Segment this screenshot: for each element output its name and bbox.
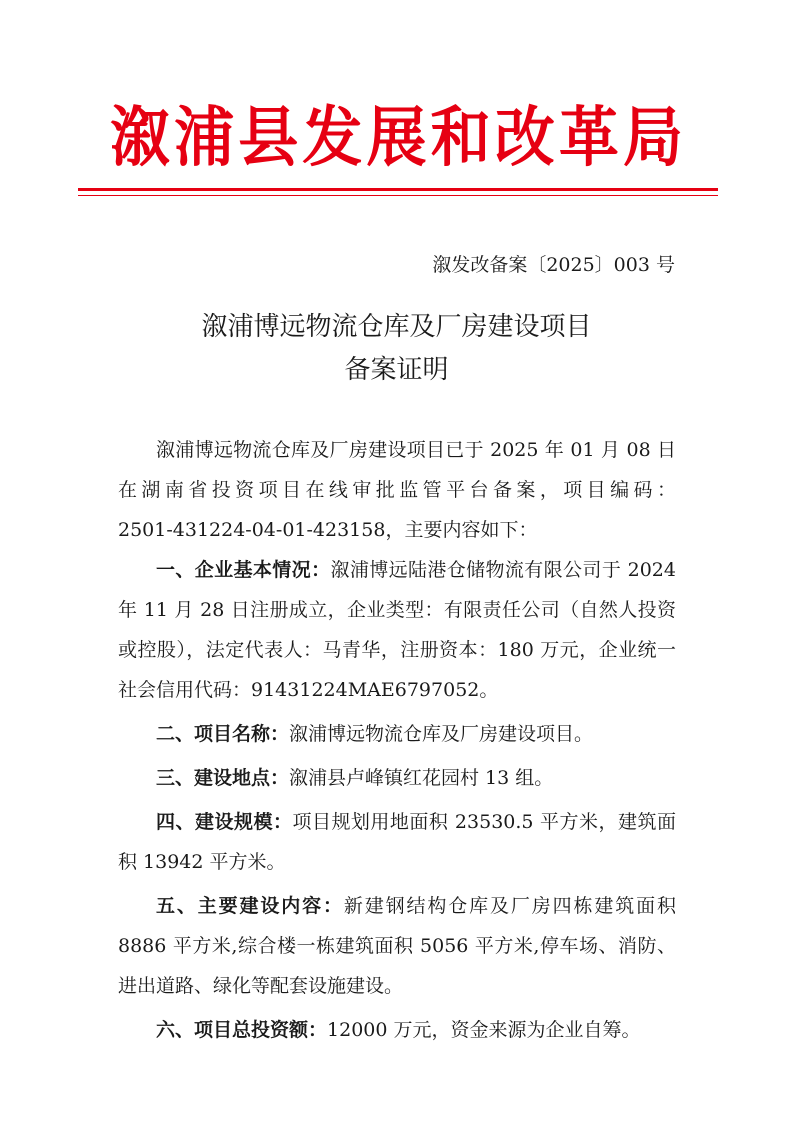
section-label: 二、项目名称：	[156, 723, 290, 745]
masthead-char: 县	[238, 100, 299, 176]
section-text: 12000 万元，资金来源为企业自筹。	[327, 1019, 641, 1041]
section-label: 一、企业基本情况：	[156, 559, 331, 581]
masthead-char: 改	[494, 100, 555, 176]
masthead-char: 溆	[110, 100, 170, 176]
section-paragraph	[118, 758, 676, 798]
document-number: 溆发改备案〔2025〕003 号	[432, 254, 675, 276]
intro-text: 溆浦博远物流仓库及厂房建设项目已于 2025 年 01 月 08 日在湖南省投资项目在线审批监管平台备案，项目编码：	[118, 439, 676, 501]
issuing-authority-masthead	[110, 96, 683, 180]
masthead-char: 和	[430, 100, 491, 176]
masthead-char: 革	[558, 100, 619, 176]
masthead-char: 发	[302, 100, 363, 176]
section-paragraph	[118, 714, 676, 754]
section-paragraph	[118, 802, 676, 882]
document-subtitle: 备案证明	[344, 355, 449, 385]
section-label: 三、建设地点：	[156, 767, 290, 789]
masthead-char: 展	[366, 100, 427, 176]
intro-paragraph	[118, 430, 676, 550]
masthead-divider-thick	[78, 188, 718, 191]
section-paragraph	[118, 550, 676, 710]
section-text: 溆浦博远物流仓库及厂房建设项目。	[289, 723, 594, 745]
masthead-char: 浦	[174, 100, 235, 176]
section-label: 四、建设规模：	[156, 811, 293, 833]
section-text: 项目规划用地面积 23530.5 平方米，建筑面积 13942 平方米。	[118, 811, 676, 873]
section-label: 五、主要建设内容：	[156, 895, 344, 917]
section-paragraph	[118, 886, 676, 1006]
section-paragraph	[118, 1010, 676, 1050]
section-label: 六、项目总投资额：	[156, 1019, 328, 1041]
section-text: 溆浦县卢峰镇红花园村 13 组。	[289, 767, 554, 789]
document-title: 溆浦博远物流仓库及厂房建设项目	[201, 312, 592, 342]
section-text: 溆浦博远陆港仓储物流有限公司于 2024 年 11 月 28 日注册成立，企业类型：有限责任公司（自然人投资或控股），法定代表人：马青华，注册资本：180 万元，企业统一社会信用代码：91431224MAE6797052。	[118, 559, 676, 701]
document-body	[118, 430, 676, 1050]
project-code-text: 2501-431224-04-01-423158，主要内容如下：	[118, 519, 538, 541]
masthead-char: 局	[623, 100, 683, 176]
masthead-divider-thin	[78, 195, 718, 196]
section-text: 新建钢结构仓库及厂房四栋建筑面积 8886 平方米,综合楼一栋建筑面积 5056 平方米,停车场、消防、进出道路、绿化等配套设施建设。	[118, 895, 676, 997]
